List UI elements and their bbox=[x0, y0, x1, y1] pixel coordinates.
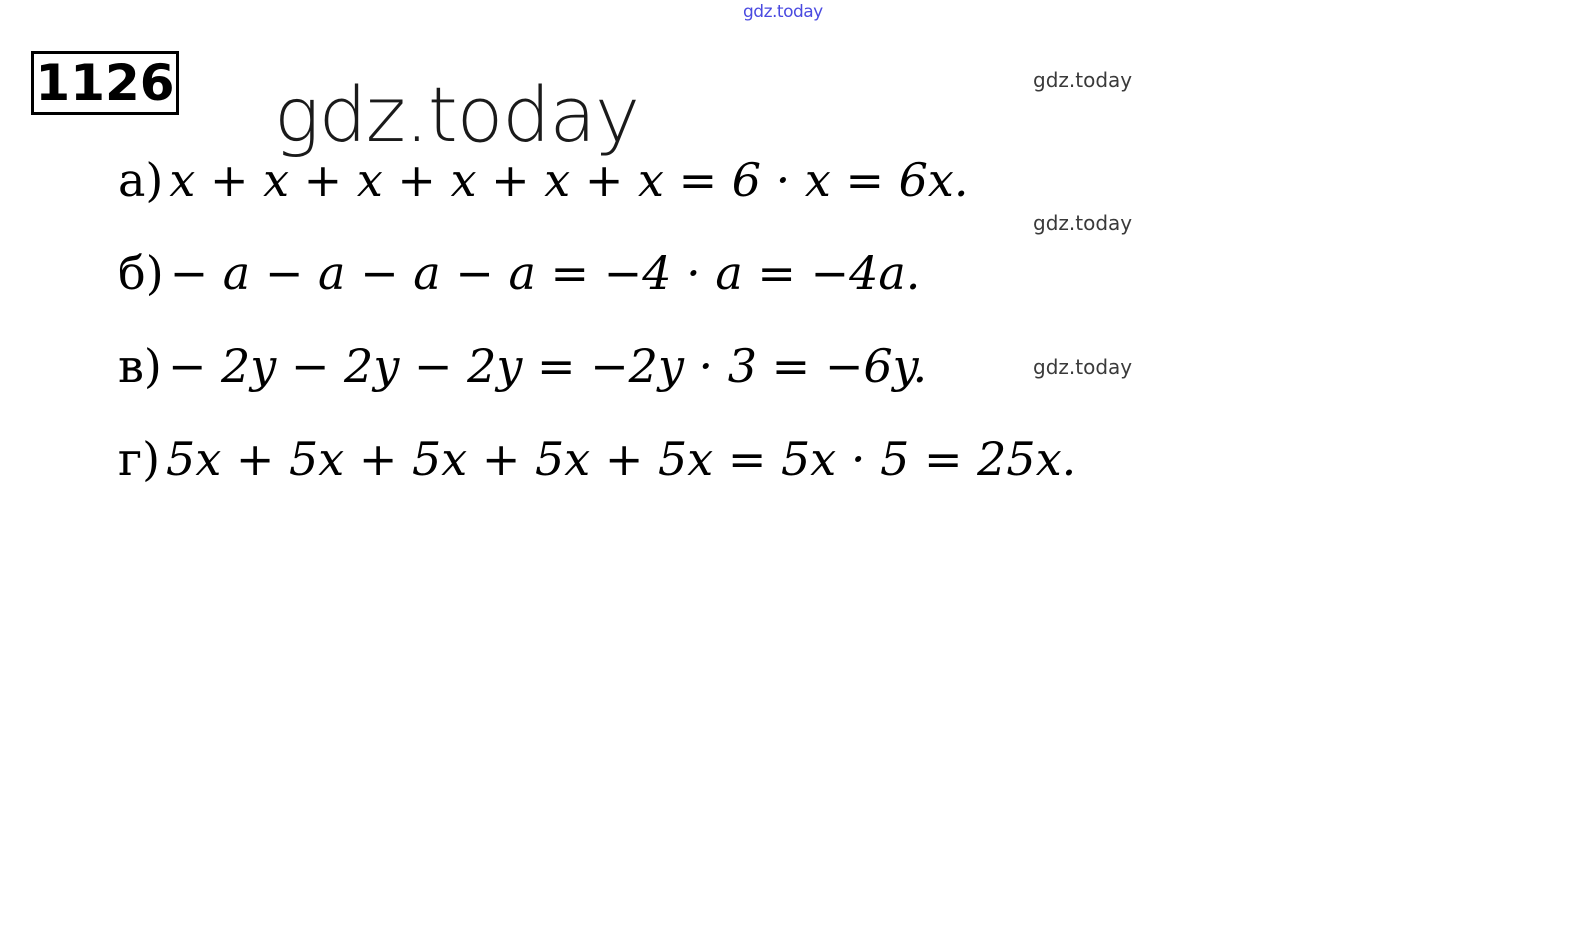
solution-b-expression: − a − a − a − a = −4 · a = −4a. bbox=[169, 246, 921, 300]
watermark-large: gdz.today bbox=[274, 70, 639, 159]
problem-number: 1126 bbox=[31, 51, 179, 115]
solution-d-expression: 5x + 5x + 5x + 5x + 5x = 5x · 5 = 25x. bbox=[166, 432, 1077, 486]
solution-b bbox=[118, 246, 921, 300]
solution-c-label: в) bbox=[118, 339, 162, 393]
solution-b-label: б) bbox=[118, 246, 164, 300]
solution-d-label: г) bbox=[118, 432, 161, 486]
solution-a bbox=[118, 153, 969, 207]
watermark-top: gdz.today bbox=[743, 2, 823, 22]
solution-a-expression: x + x + x + x + x + x = 6 · x = 6x. bbox=[169, 153, 969, 207]
watermark-side-3: gdz.today bbox=[1033, 355, 1133, 379]
solution-d bbox=[118, 432, 1077, 486]
solution-c-expression: − 2y − 2y − 2y = −2y · 3 = −6y. bbox=[167, 339, 928, 393]
solution-c bbox=[118, 339, 928, 393]
watermark-side-1: gdz.today bbox=[1033, 68, 1133, 92]
watermark-side-2: gdz.today bbox=[1033, 211, 1133, 235]
solution-a-label: а) bbox=[118, 153, 164, 207]
